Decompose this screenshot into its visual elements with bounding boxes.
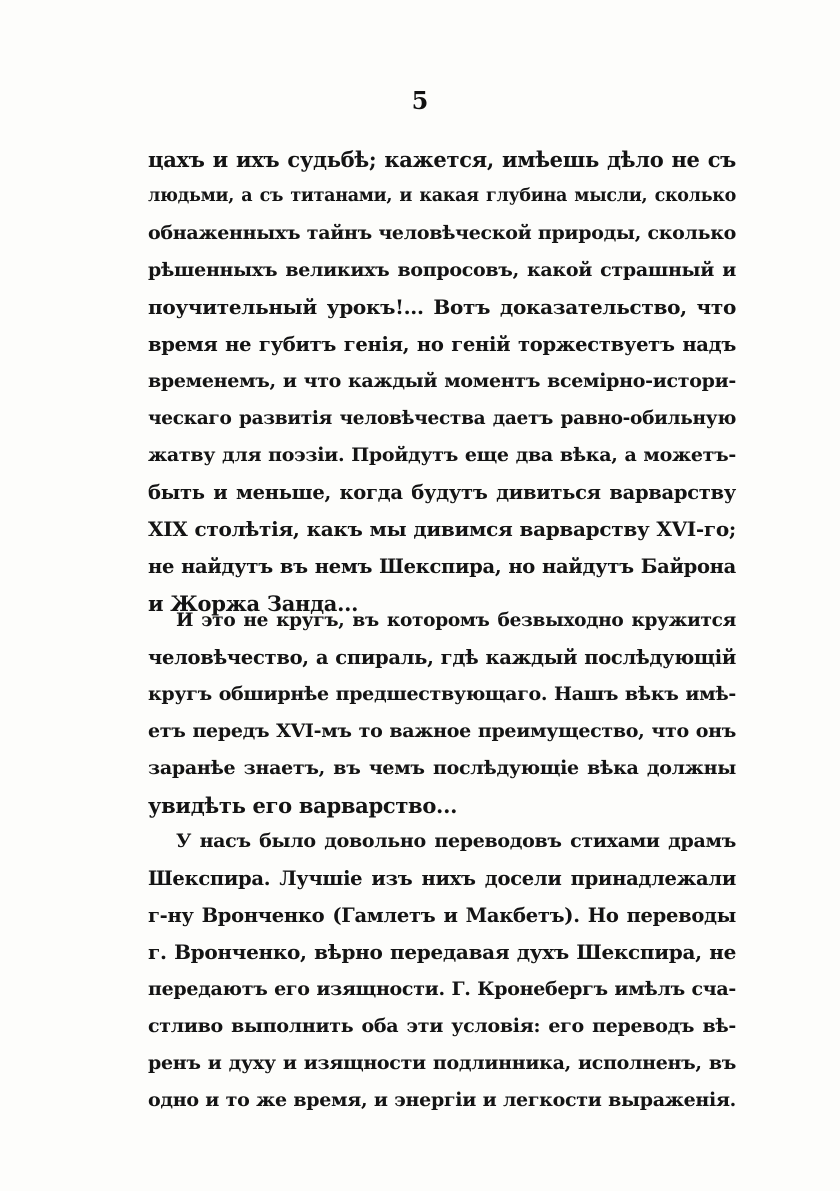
text-line: передаютъ его изящности. Г. Кронебергъ имѣлъ сча-	[148, 978, 736, 1000]
text-line: и Жоржа Занда...	[148, 591, 359, 616]
text-line: цахъ и ихъ судьбѣ; кажется, имѣешь дѣло не съ	[148, 147, 736, 172]
text-line: рѣшенныхъ великихъ вопросовъ, какой страшный и	[148, 259, 736, 281]
text-line: временемъ, и что каждый моментъ всемірно-истори-	[148, 370, 736, 392]
text-line: людьми, а съ титанами, и какая глубина мысли, сколько	[148, 186, 736, 206]
text-line: время не губитъ генія, но геній торжествуетъ надъ	[148, 333, 736, 356]
text-line: заранѣе знаетъ, въ чемъ послѣдующіе вѣка должны	[148, 757, 736, 779]
text-line: г-ну Вронченко (Гамлетъ и Макбетъ). Но переводы	[148, 904, 736, 927]
text-line: обнаженныхъ тайнъ человѣческой природы, сколько	[148, 222, 736, 244]
text-line: кругъ обширнѣе предшествующаго. Нашъ вѣкъ имѣ-	[148, 683, 736, 705]
text-line: одно и то же время, и энергіи и легкости выраженія.	[148, 1089, 736, 1111]
text-line: И это не кругъ, въ которомъ безвыходно кружится	[176, 610, 736, 631]
paragraph-2	[148, 602, 736, 824]
page-number: 5	[411, 86, 429, 115]
paragraph-1	[148, 141, 736, 622]
text-line: етъ передъ XVI-мъ то важное преимущество, что онъ	[148, 720, 736, 742]
text-line: г. Вронченко, вѣрно передавая духъ Шекспира, не	[148, 940, 736, 964]
text-line: У насъ было довольно переводовъ стихами драмъ	[176, 830, 736, 852]
text-line: человѣчество, а спираль, гдѣ каждый послѣдующій	[148, 646, 736, 669]
text-line: увидѣть его варварство...	[148, 793, 458, 818]
text-line: не найдутъ въ немъ Шекспира, но найдутъ Байрона	[148, 555, 736, 578]
text-line: стливо выполнить оба эти условія: его переводъ вѣ-	[148, 1015, 736, 1037]
text-line: жатву для поэзіи. Пройдутъ еще два вѣка, а можетъ-	[148, 444, 736, 466]
text-line: поучительный урокъ!... Вотъ доказательство, что	[148, 295, 736, 319]
text-line: быть и меньше, когда будутъ дивиться варварству	[148, 481, 736, 504]
paragraph-3	[148, 823, 736, 1119]
text-line: XIX столѣтія, какъ мы дивимся варварству XVI-го;	[148, 517, 736, 541]
text-line: ческаго развитія человѣчества даетъ равно-обильную	[148, 408, 736, 429]
text-line: ренъ и духу и изящности подлинника, исполненъ, въ	[148, 1052, 736, 1074]
text-line: Шекспира. Лучшіе изъ нихъ досели принадлежали	[148, 867, 736, 890]
